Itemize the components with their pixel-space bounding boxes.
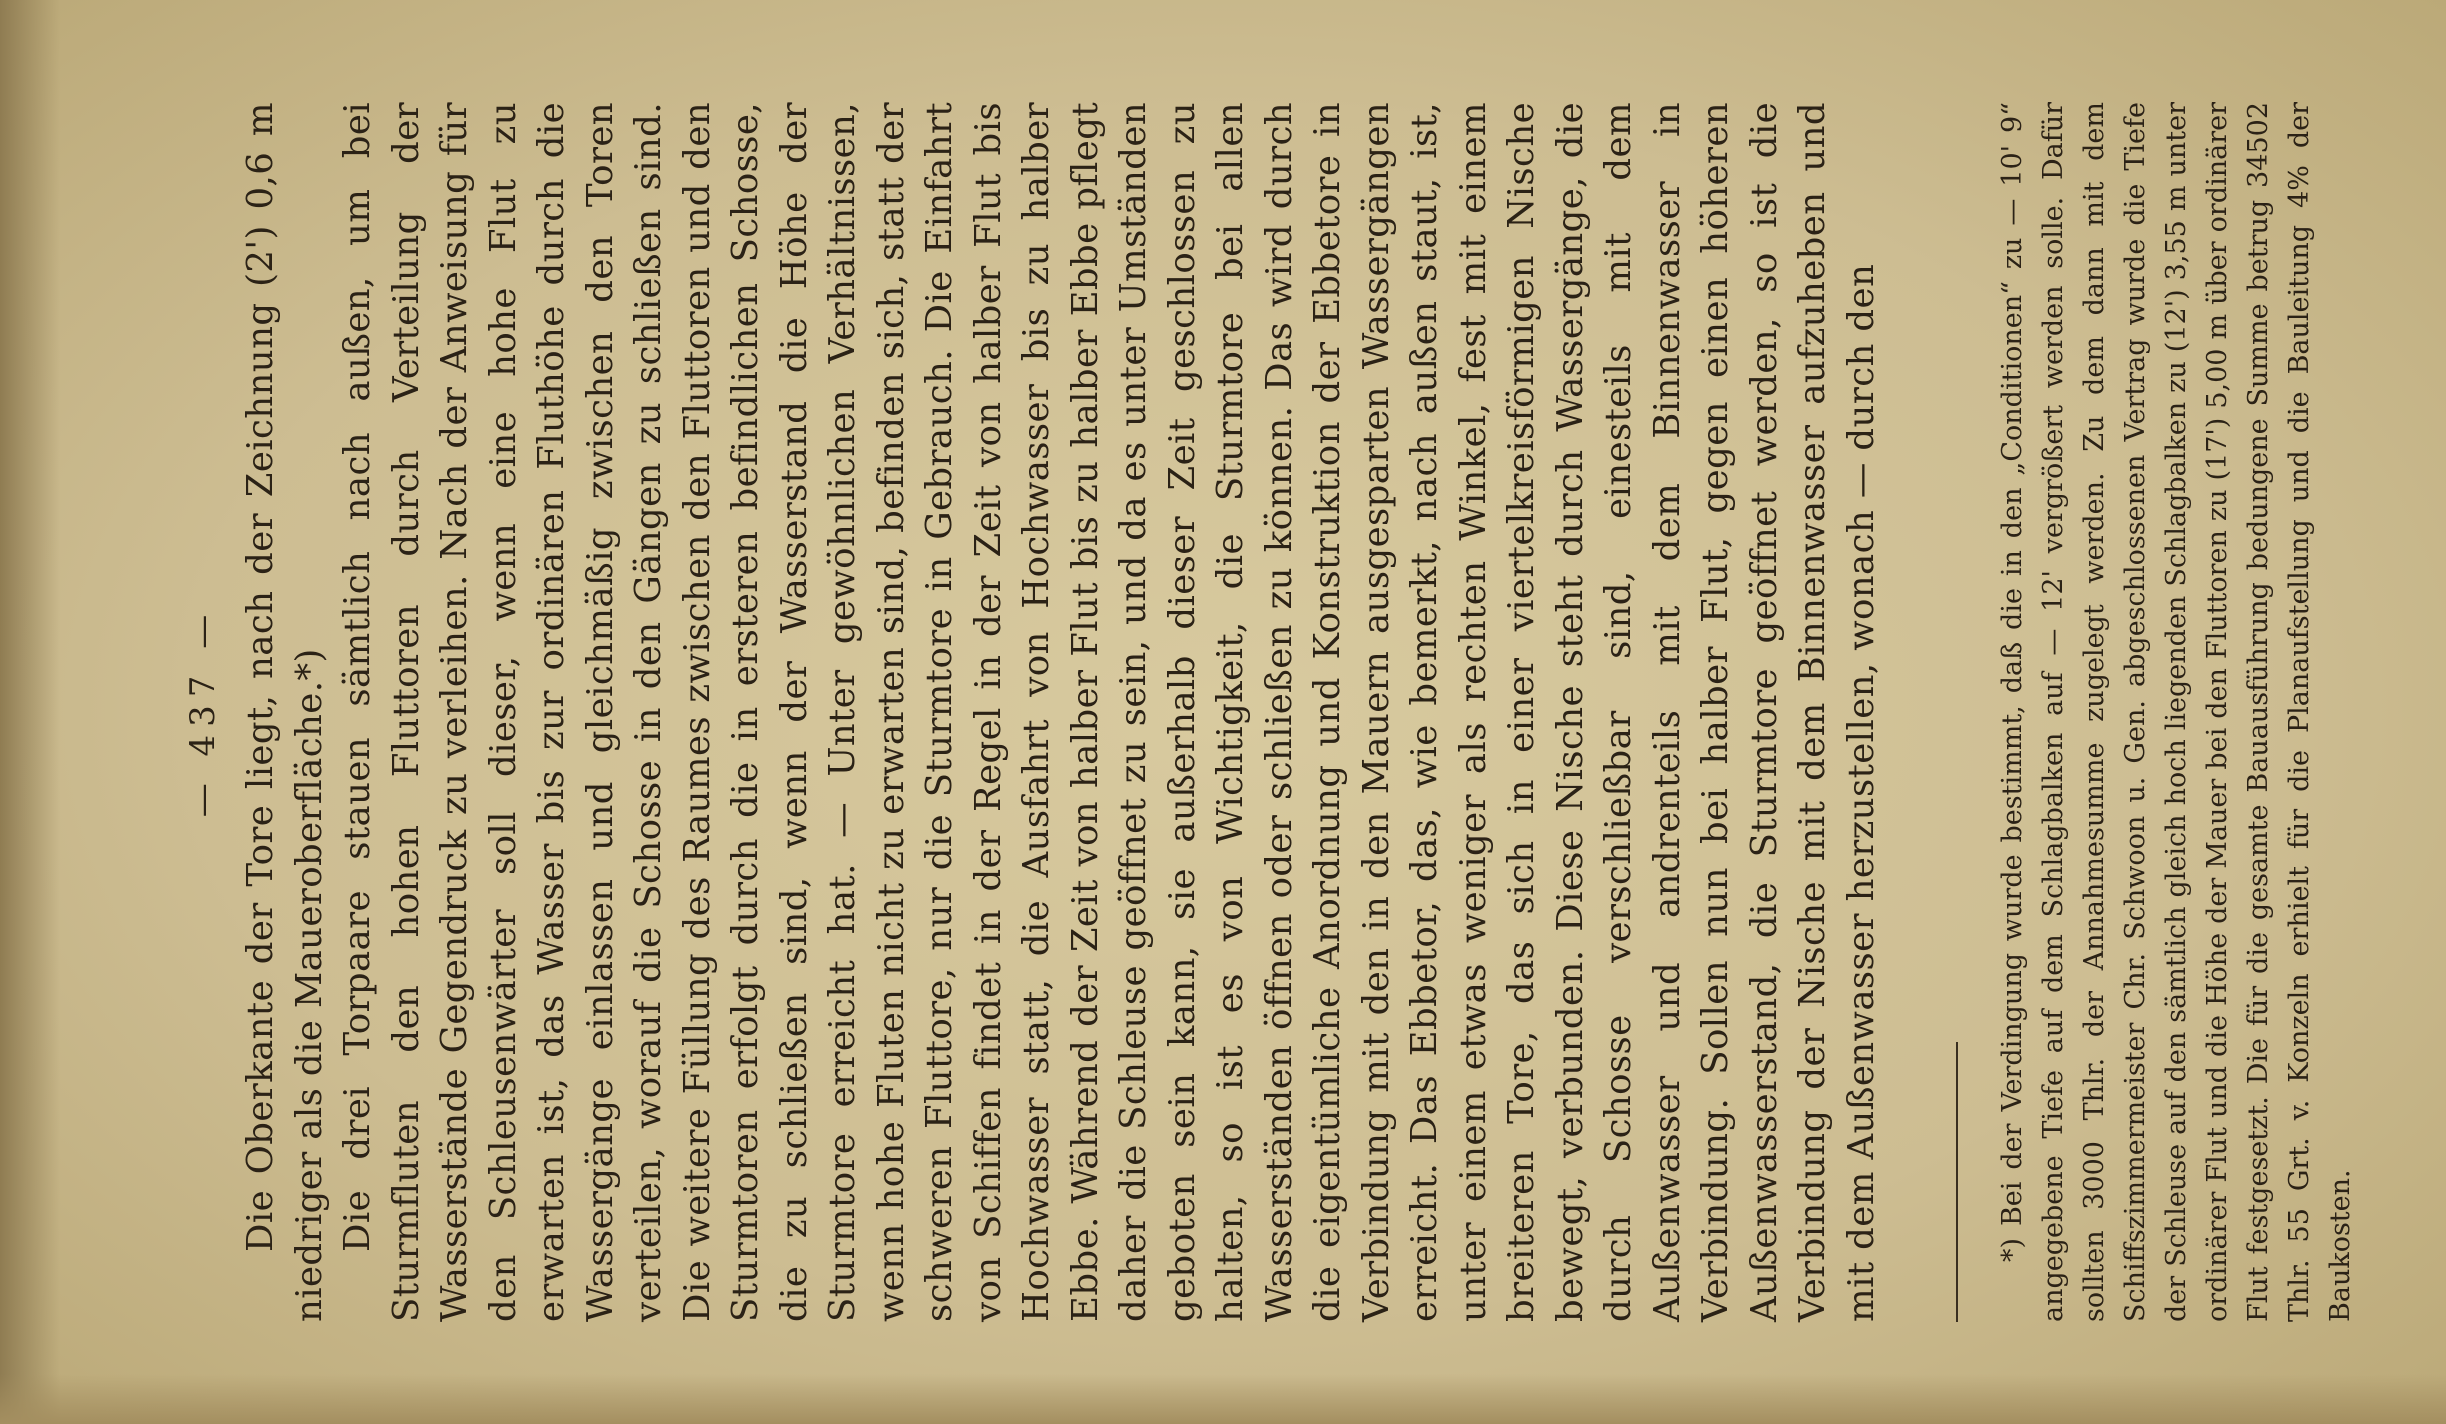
page-edge-shadow: [0, 0, 60, 1424]
footnote-separator: [1956, 1042, 1958, 1322]
footnote-text: *) Bei der Verdingung wurde bestimmt, daß die in den „Conditionen“ zu — 10' 9“ angegebene Tiefe auf dem Schlagbalken auf — 12' vergrößert werden solle. Dafür sollten 3000 Thlr. der Annahmesumme zugelegt werden. Zu dem dann mit dem Schiffszimmermeister Chr. Schwoon u. Gen. abgeschlossenen Vertrag wurde die Tiefe der Schleuse auf den sämtlich gleich hoch liegenden Schlagbalken zu (12') 3,55 m unter ordinärer Flut und die Höhe der Mauer bei den Fluttoren zu (17') 5,00 m über ordinärer Flut festgesetzt. Die für die gesamte Bauausführung bedungene Summe betrug 34502 Thlr. 55 Grt. v. Konzeln erhielt für die Planaufstellung und die Bauleitung 4% der Baukosten.: [1997, 102, 2356, 1322]
page-bottom-shadow: [0, 1374, 2446, 1424]
page-number: — 437 —: [183, 606, 223, 818]
paragraph-1: Die Oberkante der Tore liegt, nach der Zeichnung (2') 0,6 m niedriger als die Maueroberfläche.*): [240, 102, 330, 1322]
footnote: [1992, 102, 2361, 1322]
paragraph-2: Die drei Torpaare stauen sämtlich nach außen, um bei Sturmfluten den hohen Fluttoren durch Verteilung der Wasserstände Gegendruck zu verleihen. Nach der Anweisung für den Schleusenwärter soll dieser, wenn eine hohe Flut zu erwarten ist, das Wasser bis zur ordinären Fluthöhe durch die Wassergänge einlassen und gleichmäßig zwischen den Toren verteilen, worauf die Schosse in den Gängen zu schließen sind. Die weitere Füllung des Raumes zwischen den Fluttoren und den Sturmtoren erfolgt durch die in ersteren befindlichen Schosse, die zu schließen sind, wenn der Wasserstand die Höhe der Sturmtore erreicht hat. — Unter gewöhnlichen Verhältnissen, wenn hohe Fluten nicht zu erwarten sind, befinden sich, statt der schweren Fluttore, nur die Sturmtore in Gebrauch. Die Einfahrt von Schiffen findet in der Regel in der Zeit von halber Flut bis Hochwasser statt, die Ausfahrt von Hochwasser bis zu halber Ebbe. Während der Zeit von halber Flut bis zu halber Ebbe pflegt daher die Schleuse geöffnet zu sein, und da es unter Umständen geboten sein kann, sie außerhalb dieser Zeit geschlossen zu halten, so ist es von Wichtigkeit, die Sturmtore bei allen Wasserständen öffnen oder schließen zu können. Das wird durch die eigentümliche Anordnung und Konstruktion der Ebbetore in Verbindung mit den in den Mauern ausgesparten Wassergängen erreicht. Das Ebbetor, das, wie bemerkt, nach außen staut, ist, unter einem etwas weniger als rechten Winkel, fest mit einem breiteren Tore, das sich in einer viertelkreisförmigen Nische bewegt, verbunden. Diese Nische steht durch Wassergänge, die durch Schosse verschließbar sind, einesteils mit dem Außenwasser und andrenteils mit dem Binnenwasser in Verbindung. Sollen nun bei halber Flut, gegen einen höheren Außenwasserstand, die Sturmtore geöffnet werden, so ist die Verbindung der Nische mit dem Binnenwasser aufzuheben und mit dem Außenwasser herzustellen, wonach — durch den: [337, 102, 1882, 1322]
rotated-text-block: [93, 62, 2356, 1362]
body-text: [237, 102, 1886, 1322]
